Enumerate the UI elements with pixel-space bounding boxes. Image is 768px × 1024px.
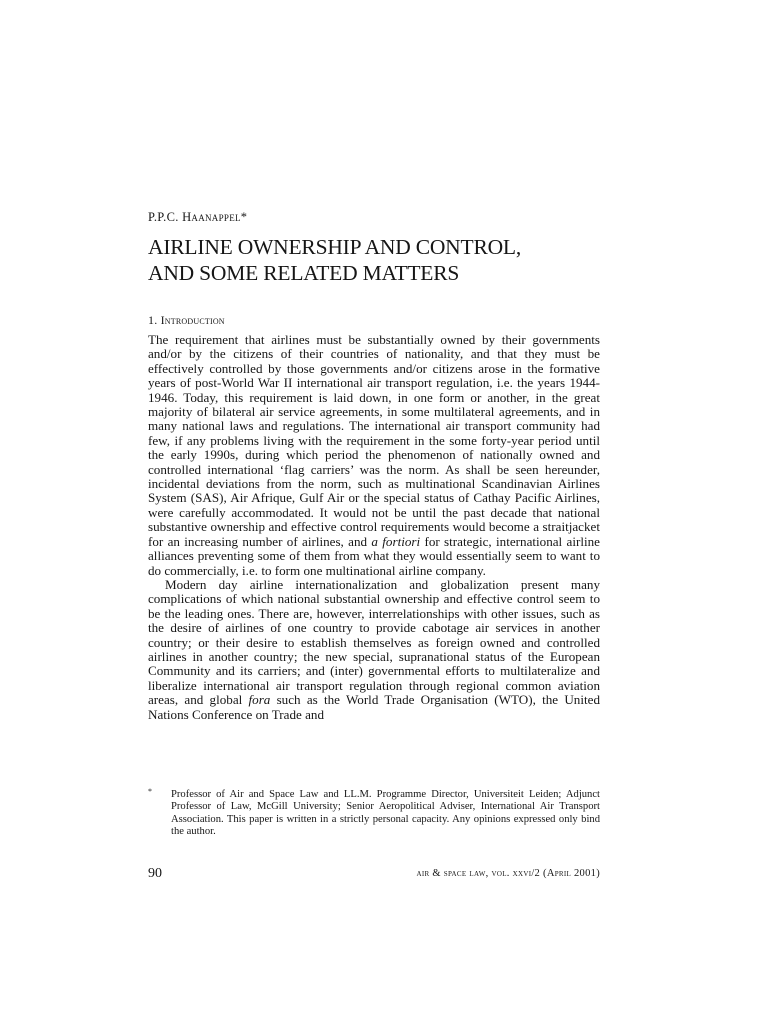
italic-term: a fortiori [371,533,421,549]
paragraph-text: Modern day airline internationalization and globalization present many complications of which national substantial ownership and effective control seem to be the leading ones. There are, however, interrelationships with other issues, such as the desire of airlines of one country to provide cabotage air services in another country; or their desire to establish themselves as foreign owned and controlled airlines in another country; the new special, supranational status of the European Community and its carriers; and (inter) governmental efforts to multilateralize and liberalize international air transport regulation through regional common aviation areas, and global [148,576,600,708]
page-number: 90 [148,866,162,881]
section-heading: 1. Introduction [148,313,225,327]
paragraph [148,333,600,578]
paragraph-text: The requirement that airlines must be substantially owned by their governments and/or by the citizens of their countries of nationality, and that they must be effectively controlled by those governments and/or citizens arose in the formative years of post-World War II international air transport regulation, i.e. the years 1944-1946. Today, this requirement is laid down, in one form or another, in the great majority of bilateral air service agreements, in some multilateral agreements, and in many national laws and regulations. The international air transport community had few, if any problems living with the requirement in the some forty-year period until the early 1990s, during which period the phenomenon of nationally owned and controlled international ‘flag carriers’ was the norm. As shall be seen hereunder, incidental deviations from the norm, such as multinational Scandinavian Airlines System (SAS), Air Afrique, Gulf Air or the special status of Cathay Pacific Airlines, were carefully accommodated. It would not be until the past decade that national substantive ownership and effective control requirements would become a straitjacket for an increasing number of airlines, and [148,332,600,549]
footnote-marker: * [148,787,152,796]
paragraph-text: for strategic, international airline alliances preventing some of them from what they would essentially seem to want to do commercially, i.e. to form one multinational airline company. [148,533,600,578]
footnote [148,789,600,838]
running-title: air & space law, vol. xxvi/2 (April 2001) [416,868,600,879]
page-footer [148,866,600,882]
author-name: P.P.C. Haanappel* [148,210,248,224]
title-line: AND SOME RELATED MATTERS [148,261,460,285]
italic-term: fora [248,692,271,708]
footnote-text: Professor of Air and Space Law and LL.M. Programme Director, Universiteit Leiden; Adjunct Professor of Law, McGill University; Senior Aeropolitical Adviser, International Air Transport Association. This paper is written in a strictly personal capacity. Any opinions expressed only bind the author. [171,789,600,837]
body-text [148,333,600,722]
paragraph-text: such as the World Trade Organisation (WTO), the United Nations Conference on Trade and [148,692,600,722]
title-line: AIRLINE OWNERSHIP AND CONTROL, [148,235,522,259]
article-title [148,234,600,286]
paragraph [148,578,600,722]
